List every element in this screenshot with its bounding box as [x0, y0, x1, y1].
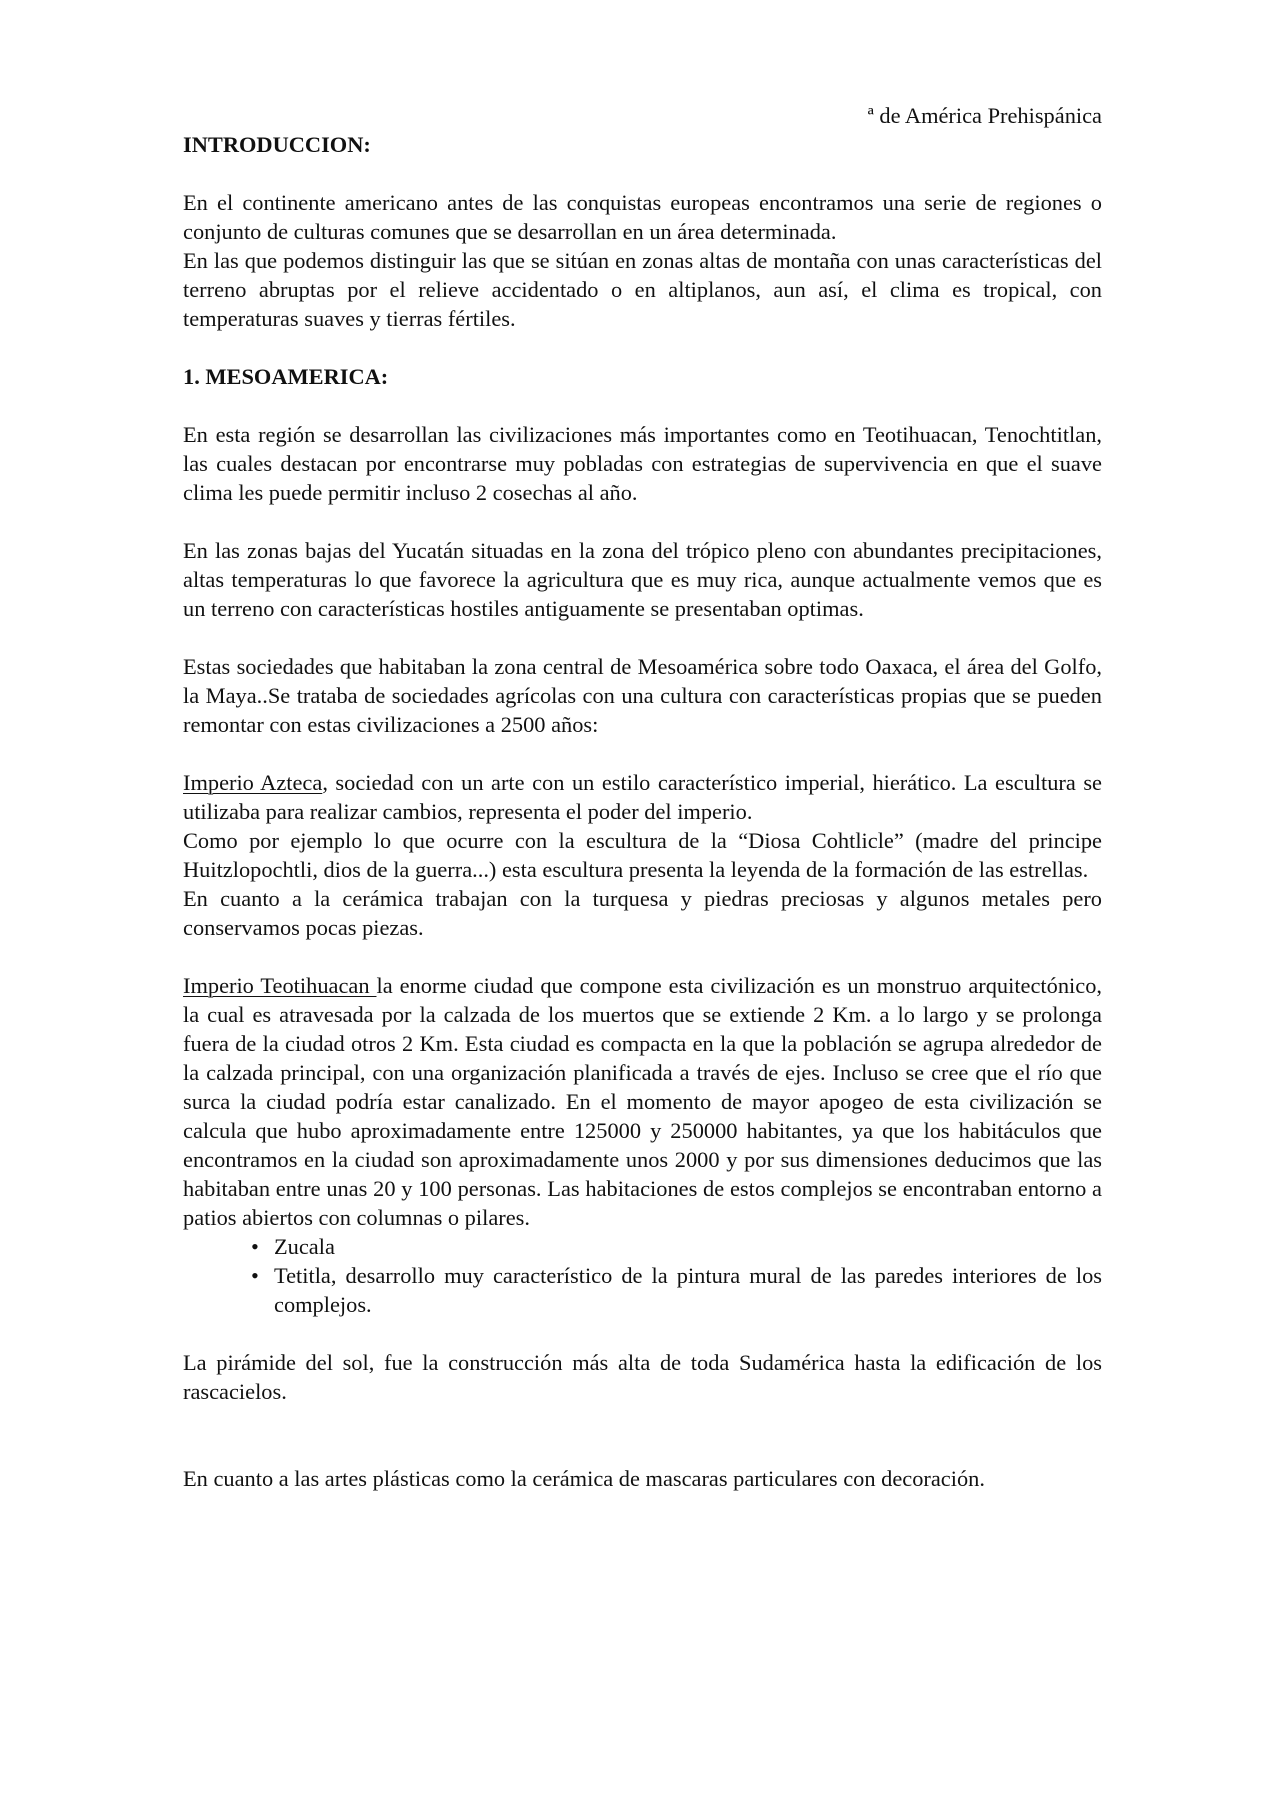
- intro-paragraph-1: En el continente americano antes de las conquistas europeas encontramos una serie de regiones o conjunto de culturas comunes que se desarrollan en un área determinada.: [183, 190, 1102, 244]
- teotihuacan-title: Imperio Teotihuacan: [183, 973, 377, 998]
- teotihuacan-bullet-list: [183, 1232, 1102, 1319]
- azteca-paragraph-3: En cuanto a la cerámica trabajan con la turquesa y piedras preciosas y algunos metales pero conservamos pocas piezas.: [183, 886, 1102, 940]
- teotihuacan-paragraph: [183, 971, 1102, 1232]
- document-body: [183, 101, 1102, 1493]
- intro-heading: INTRODUCCION:: [183, 132, 371, 157]
- intro-paragraph-2: En las que podemos distinguir las que se sitúan en zonas altas de montaña con unas características del terreno abruptas por el relieve accidentado o en altiplanos, aun así, el clima es tropical, con temperaturas suaves y tierras fértiles.: [183, 248, 1102, 331]
- list-item: [251, 1232, 1102, 1261]
- azteca-paragraph-2: Como por ejemplo lo que ocurre con la escultura de la “Diosa Cohtlicle” (madre del principe Huitzlopochtli, dios de la guerra...) esta escultura presenta la leyenda de la formación de las estrellas.: [183, 828, 1102, 882]
- section-1-paragraph-1: En esta región se desarrollan las civilizaciones más importantes como en Teotihuacan, Tenochtitlan, las cuales destacan por encontrarse muy pobladas con estrategias de supervivencia en que el suave clima les puede permitir incluso 2 cosechas al año.: [183, 422, 1102, 505]
- bullet-icon: •: [251, 1234, 259, 1259]
- list-item: [251, 1261, 1102, 1319]
- list-item-text: Tetitla, desarrollo muy característico de la pintura mural de las paredes interiores de los complejos.: [274, 1263, 1102, 1317]
- azteca-title: Imperio Azteca: [183, 770, 323, 795]
- azteca-paragraph-1-text: , sociedad con un arte con un estilo característico imperial, hierático. La escultura se utilizaba para realizar cambios, representa el poder del imperio.: [183, 770, 1102, 824]
- bullet-icon: •: [251, 1263, 259, 1288]
- list-item-text: Zucala: [274, 1234, 335, 1259]
- running-header: ª de América Prehispánica: [867, 103, 1102, 128]
- teotihuacan-paragraph-text: la enorme ciudad que compone esta civilización es un monstruo arquitectónico, la cual es atravesada por la calzada de los muertos que se extiende 2 Km. a lo largo y se prolonga fuera de la ciudad otros 2 Km. Esta ciudad es compacta en la que la población se agrupa alrededor de la calzada principal, con una organización planificada a través de ejes. Incluso se cree que el río que surca la ciudad podría estar canalizado. En el momento de mayor apogeo de esta civilización se calcula que hubo aproximadamente entre 125000 y 250000 habitantes, ya que los habitáculos que encontramos en la ciudad son aproximadamente unos 2000 y por sus dimensiones deducimos que las habitaban entre unas 20 y 100 personas. Las habitaciones de estos complejos se encontraban entorno a patios abiertos con columnas o pilares.: [183, 973, 1102, 1230]
- azteca-paragraph-1: [183, 768, 1102, 826]
- section-1-paragraph-3: Estas sociedades que habitaban la zona central de Mesoamérica sobre todo Oaxaca, el área del Golfo, la Maya..Se trataba de sociedades agrícolas con una cultura con características propias que se pueden remontar con estas civilizaciones a 2500 años:: [183, 654, 1102, 737]
- piramide-paragraph: La pirámide del sol, fue la construcción más alta de toda Sudamérica hasta la edificación de los rascacielos.: [183, 1350, 1102, 1404]
- artes-paragraph: En cuanto a las artes plásticas como la cerámica de mascaras particulares con decoración.: [183, 1466, 985, 1491]
- section-1-heading: 1. MESOAMERICA:: [183, 364, 389, 389]
- section-1-paragraph-2: En las zonas bajas del Yucatán situadas en la zona del trópico pleno con abundantes precipitaciones, altas temperaturas lo que favorece la agricultura que es muy rica, aunque actualmente vemos que es un terreno con características hostiles antiguamente se presentaban optimas.: [183, 538, 1102, 621]
